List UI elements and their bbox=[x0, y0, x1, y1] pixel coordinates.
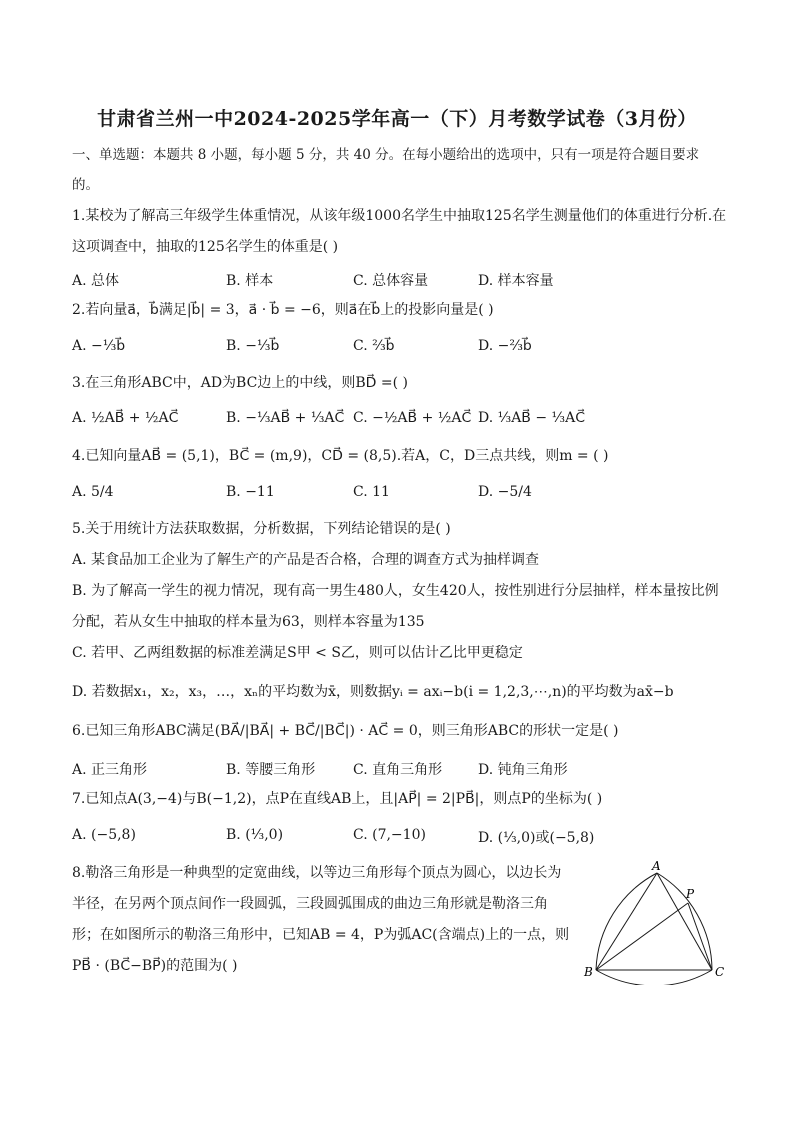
page-title: 甘肃省兰州一中2024-2025学年高一（下）月考数学试卷（3月份） bbox=[97, 108, 697, 130]
question-5-option-d[interactable]: D. 若数据x₁，x₂，x₃，…，xₙ的平均数为x̄，则数据yᵢ = axᵢ−b(i = 1,2,3,⋯,n)的平均数为ax̄−b bbox=[72, 684, 674, 700]
question-6-option-a[interactable]: A. 正三角形 bbox=[72, 762, 148, 778]
question-6-option-b[interactable]: B. 等腰三角形 bbox=[226, 762, 316, 778]
question-7-option-c[interactable]: C. (7,−10) bbox=[353, 827, 426, 843]
question-1-option-c[interactable]: C. 总体容量 bbox=[353, 273, 429, 289]
segment-bp bbox=[596, 903, 688, 970]
segment-ac bbox=[657, 873, 712, 970]
question-7-line-1: 7.已知点A(3,−4)与B(−1,2)，点P在直线AB上，且|AP⃗| = 2|PB⃗|，则点P的坐标为( ) bbox=[72, 791, 603, 807]
question-3-option-b[interactable]: B. −⅓AB⃗ + ⅓AC⃗ bbox=[226, 410, 345, 426]
question-5-option-b-cont: 分配，若从女生中抽取的样本量为63，则样本容量为135 bbox=[72, 614, 425, 630]
question-7-option-a[interactable]: A. (−5,8) bbox=[72, 827, 136, 843]
label-a: A bbox=[652, 860, 661, 873]
question-5-line-1: 5.关于用统计方法获取数据，分析数据，下列结论错误的是( ) bbox=[72, 521, 451, 537]
question-5-option-b[interactable]: B. 为了解高一学生的视力情况，现有高一男生480人，女生420人，按性别进行分层抽样，样本量按比例 bbox=[72, 583, 719, 599]
question-3-option-c[interactable]: C. −½AB⃗ + ½AC⃗ bbox=[353, 410, 472, 426]
question-1-option-a[interactable]: A. 总体 bbox=[72, 273, 120, 289]
question-3-option-d[interactable]: D. ⅓AB⃗ − ⅓AC⃗ bbox=[478, 410, 585, 426]
section-instructions-line-2: 的。 bbox=[72, 177, 99, 193]
question-4-line-1: 4.已知向量AB⃗ = (5,1)，BC⃗ = (m,9)，CD⃗ = (8,5).若A，C，D三点共线，则m = ( ) bbox=[72, 448, 609, 464]
question-4-option-a[interactable]: A. 5/4 bbox=[72, 484, 114, 500]
segment-pc bbox=[688, 903, 712, 970]
question-4-option-d[interactable]: D. −5/4 bbox=[478, 484, 532, 500]
question-4-option-c[interactable]: C. 11 bbox=[353, 484, 390, 500]
question-8-line-4: PB⃗ · (BC⃗−BP⃗)的范围为( ) bbox=[72, 958, 238, 974]
question-2-option-d[interactable]: D. −⅔b⃗ bbox=[478, 338, 532, 354]
question-8-line-1: 8.勒洛三角形是一种典型的定宽曲线，以等边三角形每个顶点为圆心，以边长为 bbox=[72, 865, 562, 881]
question-5-option-c[interactable]: C. 若甲、乙两组数据的标准差满足S甲 < S乙，则可以估计乙比甲更稳定 bbox=[72, 645, 523, 661]
question-1-line-2: 这项调查中，抽取的125名学生的体重是( ) bbox=[72, 239, 339, 255]
question-4-option-b[interactable]: B. −11 bbox=[226, 484, 275, 500]
question-2-option-b[interactable]: B. −⅓b⃗ bbox=[226, 338, 280, 354]
question-6-option-c[interactable]: C. 直角三角形 bbox=[353, 762, 443, 778]
label-c: C bbox=[715, 965, 725, 979]
question-1-option-b[interactable]: B. 样本 bbox=[226, 273, 274, 289]
question-2-option-a[interactable]: A. −⅓b⃗ bbox=[72, 338, 126, 354]
question-6-line-1: 6.已知三角形ABC满足(BA⃗/|BA⃗| + BC⃗/|BC⃗|) · AC⃗ = 0，则三角形ABC的形状一定是( ) bbox=[72, 723, 619, 739]
arc-bc bbox=[596, 970, 712, 985]
question-7-option-d[interactable]: D. (⅓,0)或(−5,8) bbox=[478, 830, 595, 846]
reuleaux-triangle-figure bbox=[582, 860, 732, 985]
question-3-option-a[interactable]: A. ½AB⃗ + ½AC⃗ bbox=[72, 410, 179, 426]
question-8-line-2: 半径，在另两个顶点间作一段圆弧，三段圆弧围成的曲边三角形就是勒洛三角 bbox=[72, 896, 548, 912]
label-b: B bbox=[584, 965, 593, 979]
label-p: P bbox=[686, 887, 695, 901]
question-2-line-1: 2.若向量a⃗，b⃗满足|b⃗| = 3，a⃗ · b⃗ = −6，则a⃗在b⃗上的投影向量是( ) bbox=[72, 302, 494, 318]
section-instructions-line-1: 一、单选题：本题共 8 小题，每小题 5 分，共 40 分。在每小题给出的选项中，只有一项是符合题目要求 bbox=[72, 147, 700, 163]
question-5-option-a[interactable]: A. 某食品加工企业为了解生产的产品是否合格，合理的调查方式为抽样调查 bbox=[72, 552, 540, 568]
question-3-line-1: 3.在三角形ABC中，AD为BC边上的中线，则BD⃗ =( ) bbox=[72, 375, 408, 391]
question-6-option-d[interactable]: D. 钝角三角形 bbox=[478, 762, 568, 778]
question-1-line-1: 1.某校为了解高三年级学生体重情况，从该年级1000名学生中抽取125名学生测量他们的体重进行分析.在 bbox=[72, 208, 727, 224]
question-7-option-b[interactable]: B. (⅓,0) bbox=[226, 827, 284, 843]
question-1-option-d[interactable]: D. 样本容量 bbox=[478, 273, 554, 289]
question-8-line-3: 形；在如图所示的勒洛三角形中，已知AB = 4，P为弧AC(含端点)上的一点，则 bbox=[72, 927, 570, 943]
question-2-option-c[interactable]: C. ⅔b⃗ bbox=[353, 338, 395, 354]
segment-ab bbox=[596, 873, 657, 970]
